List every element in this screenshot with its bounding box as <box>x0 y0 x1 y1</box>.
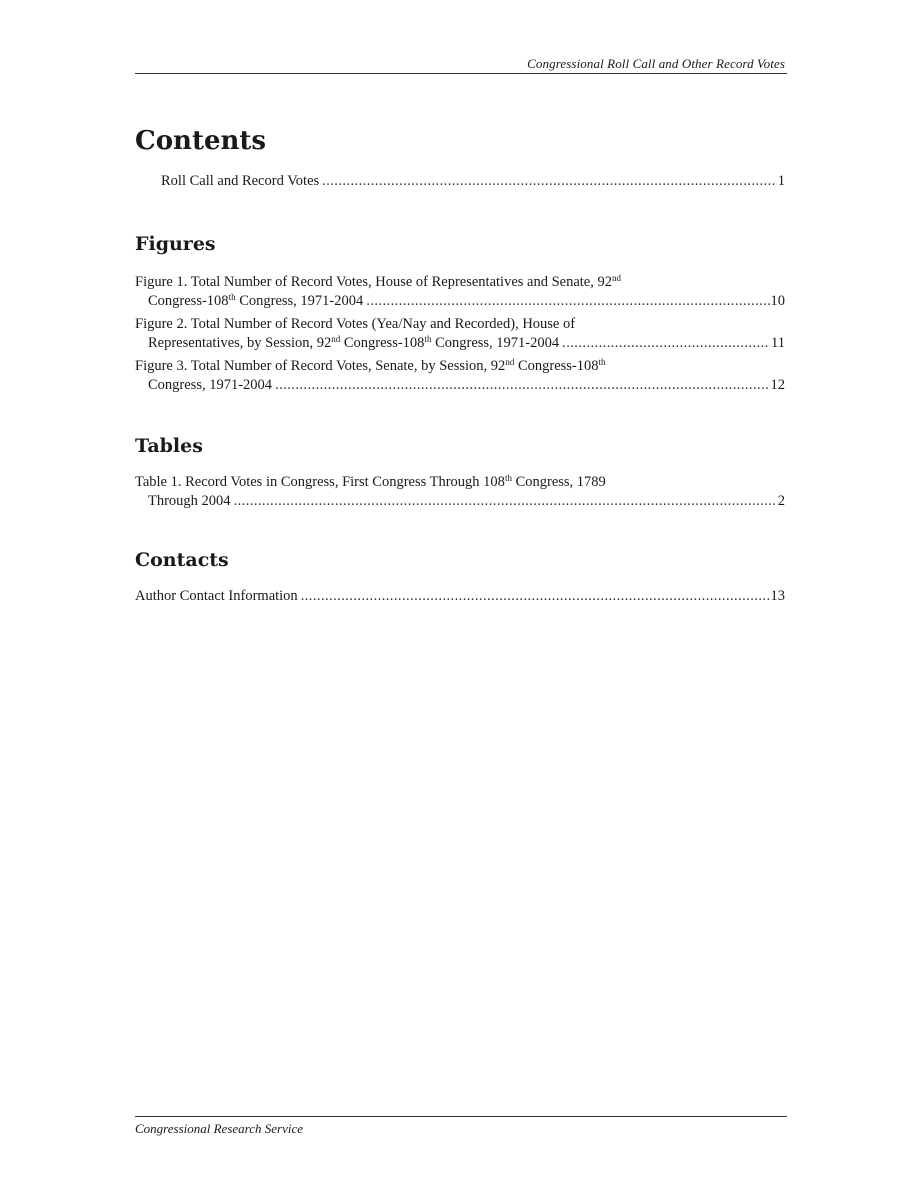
running-title: Congressional Roll Call and Other Record Votes <box>527 56 785 71</box>
toc-page-number: 10 <box>770 293 785 309</box>
toc-entry-text: Congress-108th Congress, 1971-2004 <box>148 292 364 309</box>
toc-page-number: 12 <box>770 377 785 393</box>
toc-page-number: 2 <box>777 493 785 509</box>
toc-leader-dots <box>301 587 770 606</box>
toc-leader-dots <box>275 376 769 395</box>
toc-entry-line: Table 1. Record Votes in Congress, First Congress Through 108th Congress, 1789 <box>135 473 606 490</box>
toc-entry-roll-call[interactable] <box>135 172 785 191</box>
toc-page-number: 11 <box>771 335 785 351</box>
running-header <box>135 55 787 74</box>
toc-entry-line <box>135 492 785 511</box>
toc-entry-text: Figure 1. Total Number of Record Votes, House of Representatives and Senate, 92 <box>135 274 612 290</box>
toc-entry-text: Representatives, by Session, 92nd Congress-108th Congress, 1971-2004 <box>148 334 560 351</box>
contacts-heading: Contacts <box>135 549 229 571</box>
toc-entry-text: Figure 3. Total Number of Record Votes, Senate, by Session, 92 <box>135 358 506 374</box>
toc-entry-label: Author Contact Information <box>135 588 298 604</box>
toc-entry-label: Roll Call and Record Votes <box>161 173 320 189</box>
footer-text: Congressional Research Service <box>135 1121 303 1136</box>
tables-heading: Tables <box>135 435 203 457</box>
toc-entry-text: Congress, 1971-2004 <box>148 377 273 393</box>
toc-entry-line: Figure 3. Total Number of Record Votes, Senate, by Session, 92nd Congress-108th <box>135 357 606 374</box>
contents-title: Contents <box>135 126 267 156</box>
toc-page-number: 1 <box>777 173 785 189</box>
toc-entry-text: Through 2004 <box>148 493 231 509</box>
toc-page-number: 13 <box>770 588 785 604</box>
toc-entry-figure-2[interactable] <box>135 315 785 353</box>
toc-entry-figure-3[interactable] <box>135 357 785 395</box>
toc-leader-dots <box>562 334 770 353</box>
toc-entry-text: Table 1. Record Votes in Congress, First Congress Through 108 <box>135 474 505 490</box>
ordinal-suffix: nd <box>612 273 621 283</box>
toc-leader-dots <box>322 172 777 191</box>
toc-entry-line <box>135 334 785 353</box>
toc-leader-dots <box>366 292 769 311</box>
page-footer <box>135 1116 787 1137</box>
toc-entry-line <box>135 376 785 395</box>
toc-entry-text: Figure 2. Total Number of Record Votes (Yea/Nay and Recorded), House of <box>135 316 576 332</box>
toc-entry-line <box>135 273 785 292</box>
table-of-contents <box>135 122 785 606</box>
toc-entry-figure-1[interactable] <box>135 273 785 311</box>
toc-entry-author-contact[interactable] <box>135 587 785 606</box>
toc-entry-line <box>135 292 785 311</box>
figures-heading: Figures <box>135 233 216 255</box>
toc-entry-table-1[interactable] <box>135 473 785 511</box>
toc-leader-dots <box>234 492 777 511</box>
toc-entry-line <box>135 315 785 334</box>
